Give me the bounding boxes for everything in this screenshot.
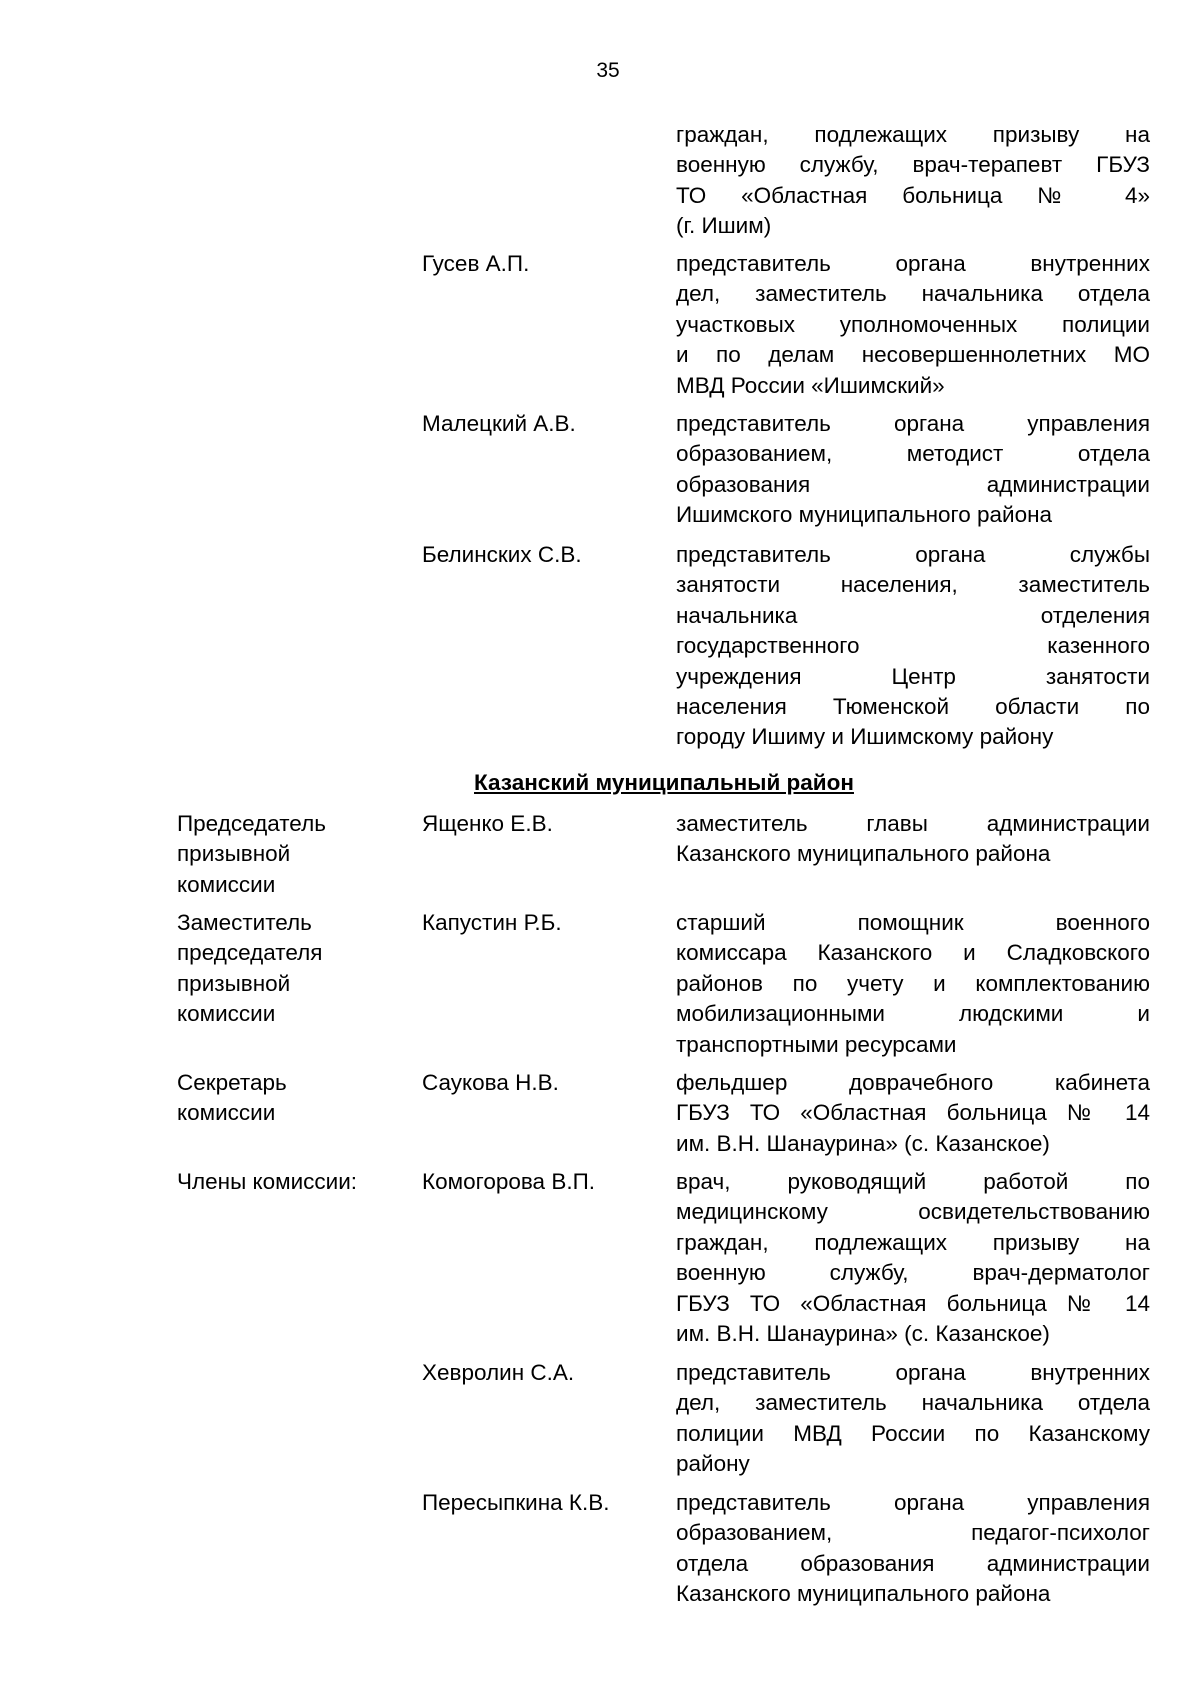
description-line: мобилизационными людскими и	[676, 1001, 1150, 1027]
description-line: районов по учету и комплектованию	[676, 970, 1150, 996]
description-line: им. В.Н. Шанаурина» (с. Казанское)	[676, 1130, 1050, 1156]
member-name: Пересыпкина К.В.	[422, 1490, 610, 1515]
description-line: представитель органа внутренних	[676, 251, 1150, 276]
description-line: району	[676, 1451, 750, 1477]
description-line: населения Тюменской области по	[676, 693, 1150, 719]
member-description	[676, 409, 1150, 531]
page-number: 35	[596, 59, 620, 82]
member-description	[676, 1358, 1150, 1480]
member-name: Саукова Н.В.	[422, 1070, 559, 1095]
member-description	[676, 1068, 1150, 1159]
description-line: транспортными ресурсами	[676, 1031, 957, 1057]
description-line: и по делам несовершеннолетних МО	[676, 342, 1150, 368]
member-description	[676, 1167, 1150, 1349]
member-name: Гусев А.П.	[422, 251, 530, 276]
description-line: представитель органа управления	[676, 411, 1150, 436]
description-line: государственного казенного	[676, 633, 1150, 659]
description-line: граждан, подлежащих призыву на	[676, 122, 1150, 147]
member-description	[676, 908, 1150, 1060]
member-name: Белинских С.В.	[422, 542, 582, 567]
description-line: представитель органа службы	[676, 542, 1150, 567]
description-line: ГБУЗ ТО «Областная больница № 14	[676, 1100, 1150, 1126]
member-description	[676, 120, 1150, 242]
description-line: МВД России «Ишимский»	[676, 372, 945, 398]
description-line: граждан, подлежащих призыву на	[676, 1229, 1150, 1255]
description-line: ГБУЗ ТО «Областная больница № 14	[676, 1290, 1150, 1316]
member-description	[676, 249, 1150, 401]
description-line: Казанского муниципального района	[676, 841, 1051, 867]
description-line: фельдшер доврачебного кабинета	[676, 1070, 1150, 1095]
description-line: заместитель главы администрации	[676, 811, 1150, 836]
description-line: полиции МВД России по Казанскому	[676, 1420, 1150, 1446]
member-name: Хевролин С.А.	[422, 1360, 575, 1385]
description-line: дел, заместитель начальника отдела	[676, 1390, 1150, 1416]
description-line: образования администрации	[676, 471, 1150, 497]
member-name: Комогорова В.П.	[422, 1169, 596, 1194]
description-line: образованием, методист отдела	[676, 441, 1150, 467]
description-line: представитель органа внутренних	[676, 1360, 1150, 1385]
description-line: учреждения Центр занятости	[676, 663, 1150, 689]
member-role: Секретарь комиссии	[177, 1070, 287, 1126]
member-description	[676, 809, 1150, 870]
description-line: представитель органа управления	[676, 1490, 1150, 1515]
member-role: Заместитель председателя призывной комиссии	[177, 910, 323, 1027]
description-line: городу Ишиму и Ишимскому району	[676, 724, 1054, 750]
description-line: образованием, педагог-психолог	[676, 1520, 1150, 1546]
description-line: участковых уполномоченных полиции	[676, 311, 1150, 337]
member-description	[676, 1488, 1150, 1610]
member-description	[676, 540, 1150, 753]
description-line: отдела образования администрации	[676, 1550, 1150, 1576]
member-name: Ященко Е.В.	[422, 811, 553, 836]
member-name: Малецкий А.В.	[422, 411, 576, 436]
description-line: врач, руководящий работой по	[676, 1169, 1150, 1194]
description-line: начальника отделения	[676, 602, 1150, 628]
member-name: Капустин Р.Б.	[422, 910, 562, 935]
description-line: военную службу, врач-дерматолог	[676, 1260, 1150, 1286]
description-line: ТО «Областная больница № 4»	[676, 182, 1150, 208]
description-line: Ишимского муниципального района	[676, 502, 1053, 528]
section-heading: Казанский муниципальный район	[474, 770, 854, 795]
description-line: дел, заместитель начальника отдела	[676, 281, 1150, 307]
description-line: (г. Ишим)	[676, 213, 772, 239]
member-role: Председатель призывной комиссии	[177, 811, 326, 897]
description-line: Казанского муниципального района	[676, 1581, 1051, 1607]
description-line: старший помощник военного	[676, 910, 1150, 935]
description-line: занятости населения, заместитель	[676, 572, 1150, 598]
member-role: Члены комиссии:	[177, 1169, 358, 1194]
description-line: военную службу, врач-терапевт ГБУЗ	[676, 152, 1150, 178]
description-line: медицинскому освидетельствованию	[676, 1199, 1150, 1225]
description-line: им. В.Н. Шанаурина» (с. Казанское)	[676, 1320, 1050, 1346]
description-line: комиссара Казанского и Сладковского	[676, 940, 1150, 966]
